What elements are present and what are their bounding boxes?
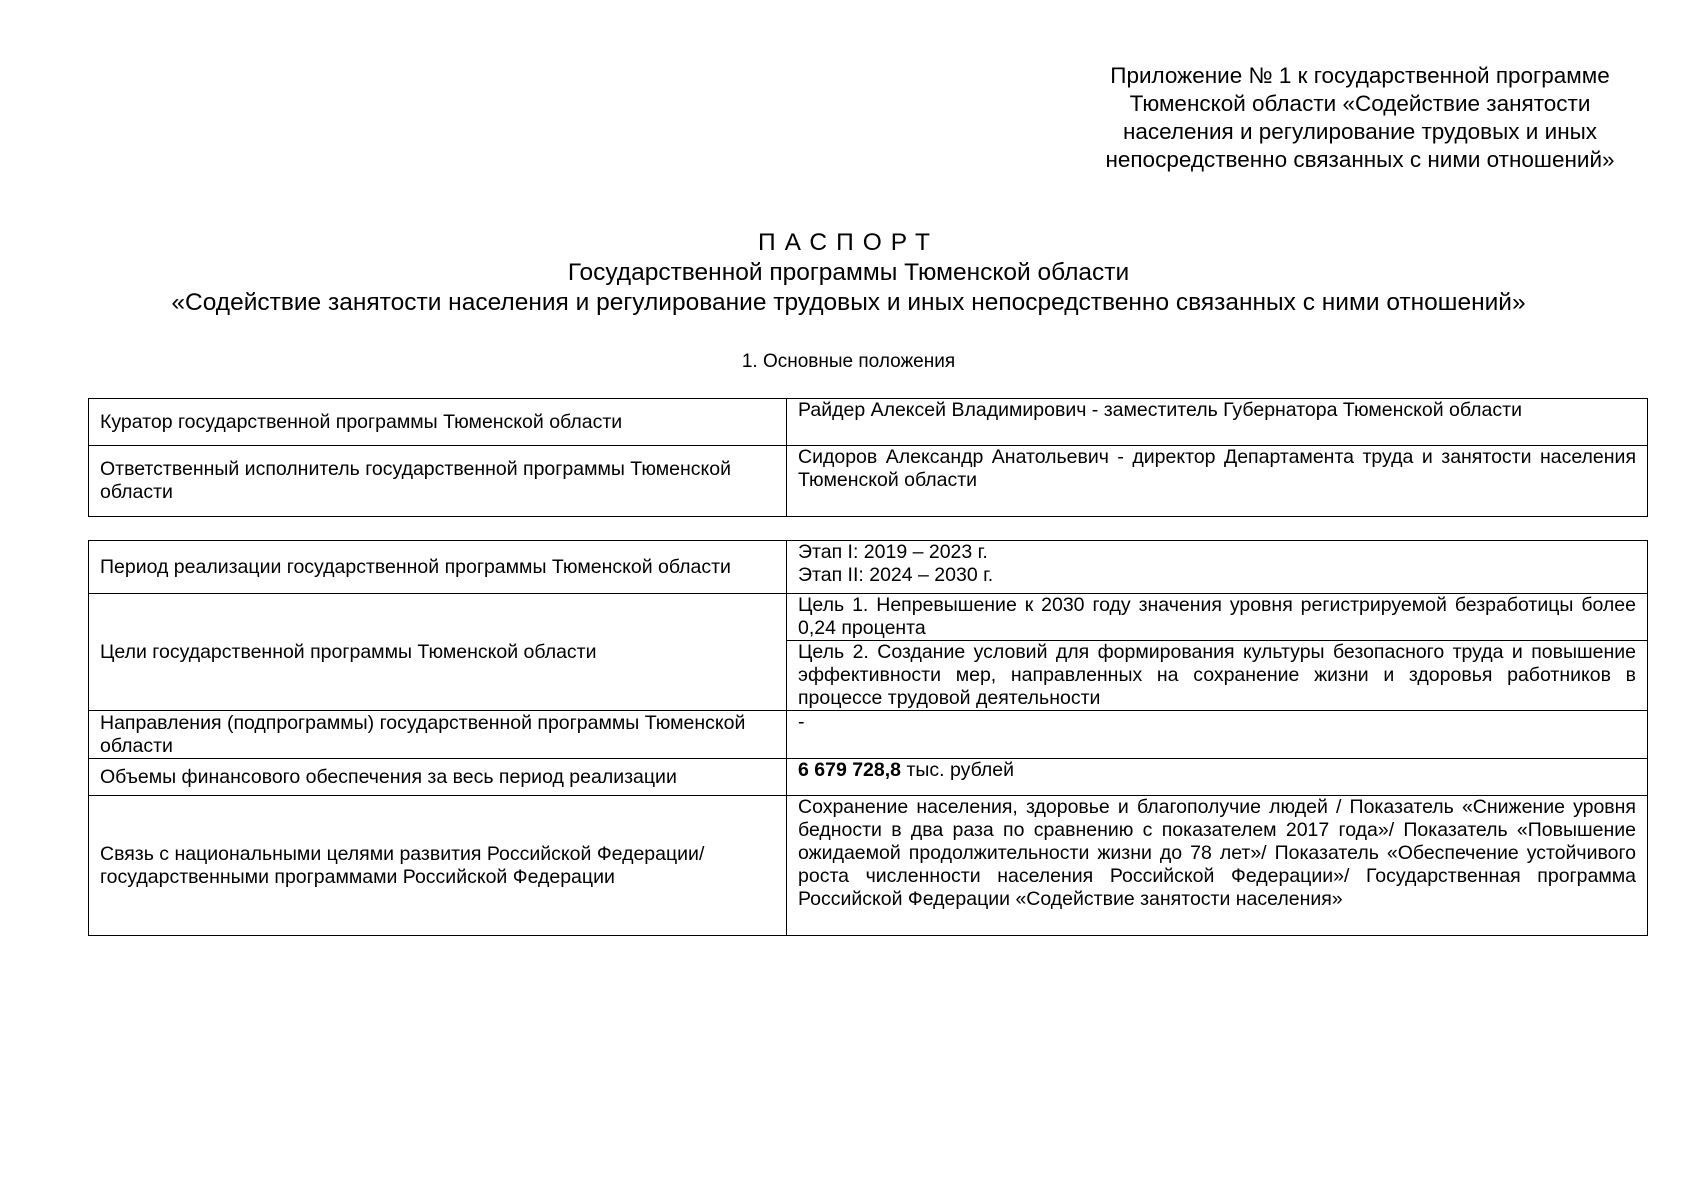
table-row-national-goals	[89, 796, 1648, 936]
goal-1-value: Цель 1. Непревышение к 2030 году значения уровня регистрируемой безработицы более 0,24 процента	[787, 594, 1648, 641]
financing-amount: 6 679 728,8	[798, 759, 902, 781]
curator-label: Куратор государственной программы Тюменской области	[89, 399, 787, 446]
appendix-note	[1060, 62, 1660, 174]
national-goals-label-line: государственными программами Российской Федерации	[100, 865, 615, 888]
financing-unit: тыс. рублей	[906, 759, 1014, 781]
directions-label: Направления (подпрограммы) государственной программы Тюменской области	[89, 711, 787, 759]
table-row-directions	[89, 711, 1648, 759]
table-row-financing	[89, 759, 1648, 796]
table-row-goal-1	[89, 594, 1648, 641]
table-row-period	[89, 541, 1648, 594]
curator-value: Райдер Алексей Владимирович - заместитель Губернатора Тюменской области	[787, 399, 1648, 446]
financing-value	[787, 759, 1648, 796]
program-parameters-table	[88, 540, 1648, 936]
goals-label: Цели государственной программы Тюменской области	[89, 594, 787, 711]
passport-heading: ПАСПОРТ	[758, 229, 939, 256]
appendix-line: Тюменской области «Содействие занятости	[1129, 91, 1591, 116]
period-stage-1: Этап I: 2019 – 2023 г.	[798, 541, 988, 563]
section-title: 1. Основные положения	[741, 351, 956, 372]
title-line-program: Государственной программы Тюменской области	[567, 259, 1130, 286]
national-goals-value: Сохранение населения, здоровье и благополучие людей / Показатель «Снижение уровня бедности в два раза по сравнению с показателем 2017 года»/ Показатель «Повышение ожидаемой продолжительности жизни до 78 лет»/ Показатель «Обеспечение устойчивого роста численности населения Российской Федерации»/ Государственная программа Российской Федерации «Содействие занятости населения»	[787, 796, 1648, 936]
national-goals-label	[89, 796, 787, 936]
appendix-line: населения и регулирование трудовых и иных	[1122, 119, 1598, 144]
executor-label: Ответственный исполнитель государственной программы Тюменской области	[89, 446, 787, 517]
national-goals-label-line: Связь с национальными целями развития Российской Федерации/	[100, 842, 705, 865]
period-stage-2: Этап II: 2024 – 2030 г.	[798, 564, 994, 586]
period-value	[787, 541, 1648, 594]
appendix-line: непосредственно связанных с ними отношений»	[1105, 147, 1615, 172]
executor-value: Сидоров Александр Анатольевич - директор Департамента труда и занятости населения Тюменской области	[787, 446, 1648, 517]
responsibles-table	[88, 398, 1648, 517]
table-row-executor	[89, 446, 1648, 517]
document-title	[0, 228, 1697, 318]
appendix-line: Приложение № 1 к государственной программе	[1110, 63, 1610, 88]
title-line-program-name: «Содействие занятости населения и регулирование трудовых и иных непосредственно связанных с ними отношений»	[171, 289, 1526, 316]
period-label: Период реализации государственной программы Тюменской области	[89, 541, 787, 594]
financing-label: Объемы финансового обеспечения за весь период реализации	[89, 759, 787, 796]
table-row-curator	[89, 399, 1648, 446]
goal-2-value: Цель 2. Создание условий для формирования культуры безопасного труда и повышение эффективности мер, направленных на сохранение жизни и здоровья работников в процессе трудовой деятельности	[787, 641, 1648, 711]
directions-value: -	[787, 711, 1648, 759]
